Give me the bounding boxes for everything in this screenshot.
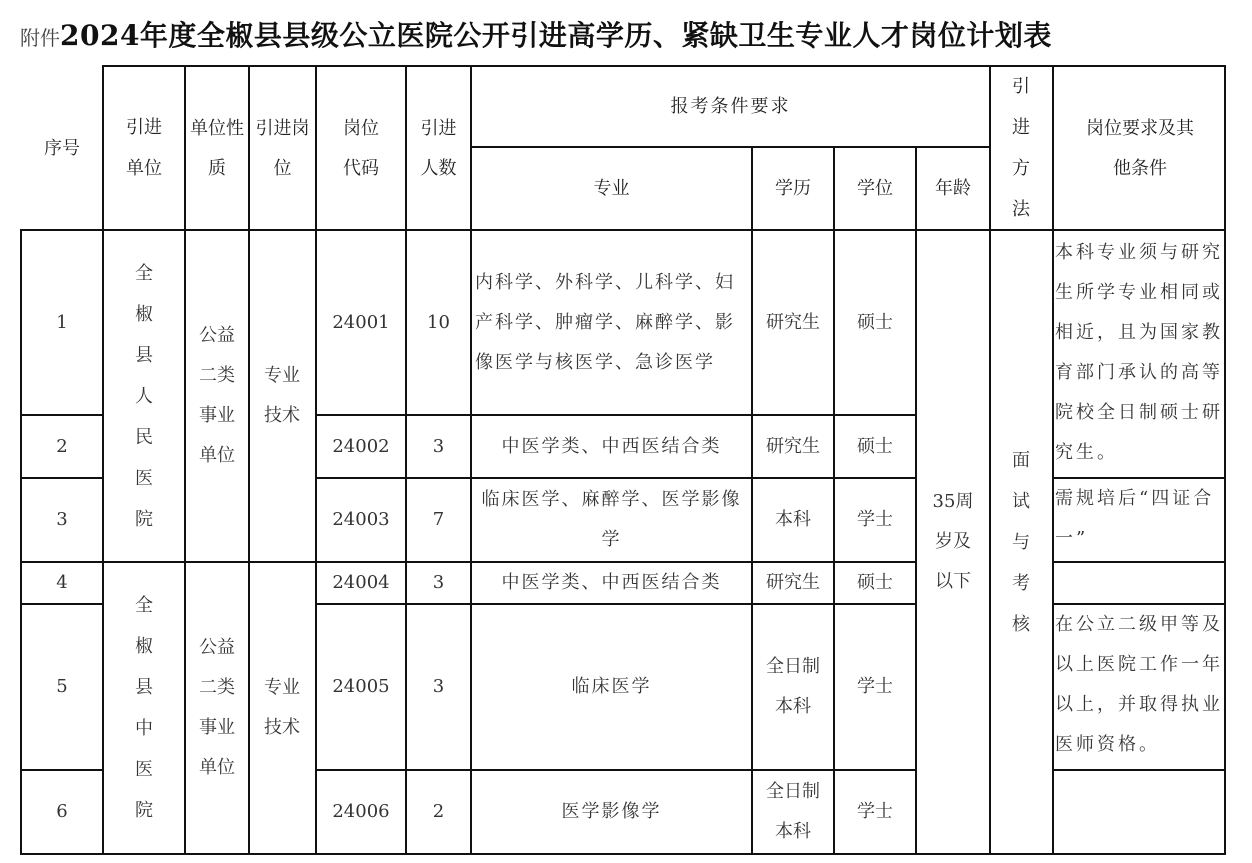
header-major: 专业 <box>593 177 630 199</box>
post-code: 24004 <box>332 572 390 593</box>
education: 研究生 <box>766 311 820 333</box>
header-method: 引进方法 <box>1012 76 1030 220</box>
attachment-label: 附件 <box>20 26 60 50</box>
requirements-6 <box>1055 771 1223 853</box>
education: 全日制本科 <box>766 781 820 842</box>
headcount: 10 <box>427 311 450 333</box>
major-list: 临床医学 <box>571 676 652 697</box>
row-seq: 1 <box>56 311 68 333</box>
header-requirements: 岗位要求及其他条件 <box>1086 118 1194 179</box>
requirements-1-2: 本科专业须与研究生所学专业相同或相近，且为国家教育部门承认的高等院校全日制硕士研究生。 <box>1055 242 1223 463</box>
header-nature: 单位性质 <box>190 118 244 179</box>
post-code: 24006 <box>332 801 390 822</box>
header-age: 年龄 <box>935 177 971 199</box>
headcount: 7 <box>432 509 445 530</box>
requirements-3: 需规培后“四证合一” <box>1055 488 1215 549</box>
degree: 硕士 <box>857 311 893 333</box>
row-seq: 3 <box>56 509 68 530</box>
post-code: 24005 <box>332 676 390 697</box>
row-seq: 2 <box>56 435 68 457</box>
header-seq: 序号 <box>44 138 80 159</box>
header-count: 引进人数 <box>420 118 457 179</box>
post-code: 24001 <box>332 311 390 333</box>
unit-nature: 公益二类事业单位 <box>199 325 235 466</box>
major-list: 医学影像学 <box>561 801 662 822</box>
requirements-4 <box>1055 563 1223 603</box>
rule-col <box>989 65 991 855</box>
headcount: 3 <box>432 676 445 697</box>
headcount: 3 <box>432 572 445 593</box>
post-code: 24003 <box>332 509 390 530</box>
headcount: 3 <box>432 435 445 457</box>
education: 本科 <box>775 509 811 530</box>
age-limit: 35周岁及以下 <box>932 491 974 592</box>
major-list: 中医学类、中西医结合类 <box>501 435 722 457</box>
education: 全日制本科 <box>766 656 820 717</box>
rule-col <box>102 65 104 855</box>
header-degree: 学位 <box>857 177 893 199</box>
rule-bottom <box>20 853 1226 855</box>
major-list: 中医学类、中西医结合类 <box>501 572 722 593</box>
header-post: 引进岗位 <box>255 118 310 179</box>
education: 研究生 <box>766 435 820 457</box>
table-title: 2024年度全椒县县级公立医院公开引进高学历、紧缺卫生专业人才岗位计划表 <box>60 19 1052 52</box>
headcount: 2 <box>432 801 445 822</box>
unit-name: 全椒县人民医院 <box>135 262 153 530</box>
selection-method: 面试与考核 <box>1012 449 1030 635</box>
rule-col <box>915 146 917 855</box>
degree: 学士 <box>857 509 893 530</box>
unit-name: 全椒县中医院 <box>135 595 153 821</box>
rule-col <box>1052 65 1054 855</box>
row-seq: 4 <box>56 572 68 593</box>
header-unit: 引进单位 <box>126 117 162 179</box>
degree: 硕士 <box>857 435 893 457</box>
rule-right <box>1224 65 1226 855</box>
header-code: 岗位代码 <box>343 118 379 179</box>
education: 研究生 <box>766 572 820 593</box>
unit-post: 专业技术 <box>264 365 300 426</box>
degree: 学士 <box>857 676 893 697</box>
degree: 学士 <box>857 801 893 822</box>
degree: 硕士 <box>857 572 893 593</box>
unit-nature: 公益二类事业单位 <box>199 637 235 778</box>
major-list: 内科学、外科学、儿科学、妇产科学、肿瘤学、麻醉学、影像医学与核医学、急诊医学 <box>475 271 735 373</box>
unit-post: 专业技术 <box>264 677 300 738</box>
header-education: 学历 <box>775 177 811 199</box>
row-seq: 5 <box>56 676 68 697</box>
header-conditions: 报考条件要求 <box>670 95 791 117</box>
row-seq: 6 <box>56 801 68 822</box>
major-list: 临床医学、麻醉学、医学影像学 <box>481 489 742 550</box>
requirements-5: 在公立二级甲等及以上医院工作一年以上，并取得执业医师资格。 <box>1055 614 1223 755</box>
post-code: 24002 <box>332 435 390 457</box>
